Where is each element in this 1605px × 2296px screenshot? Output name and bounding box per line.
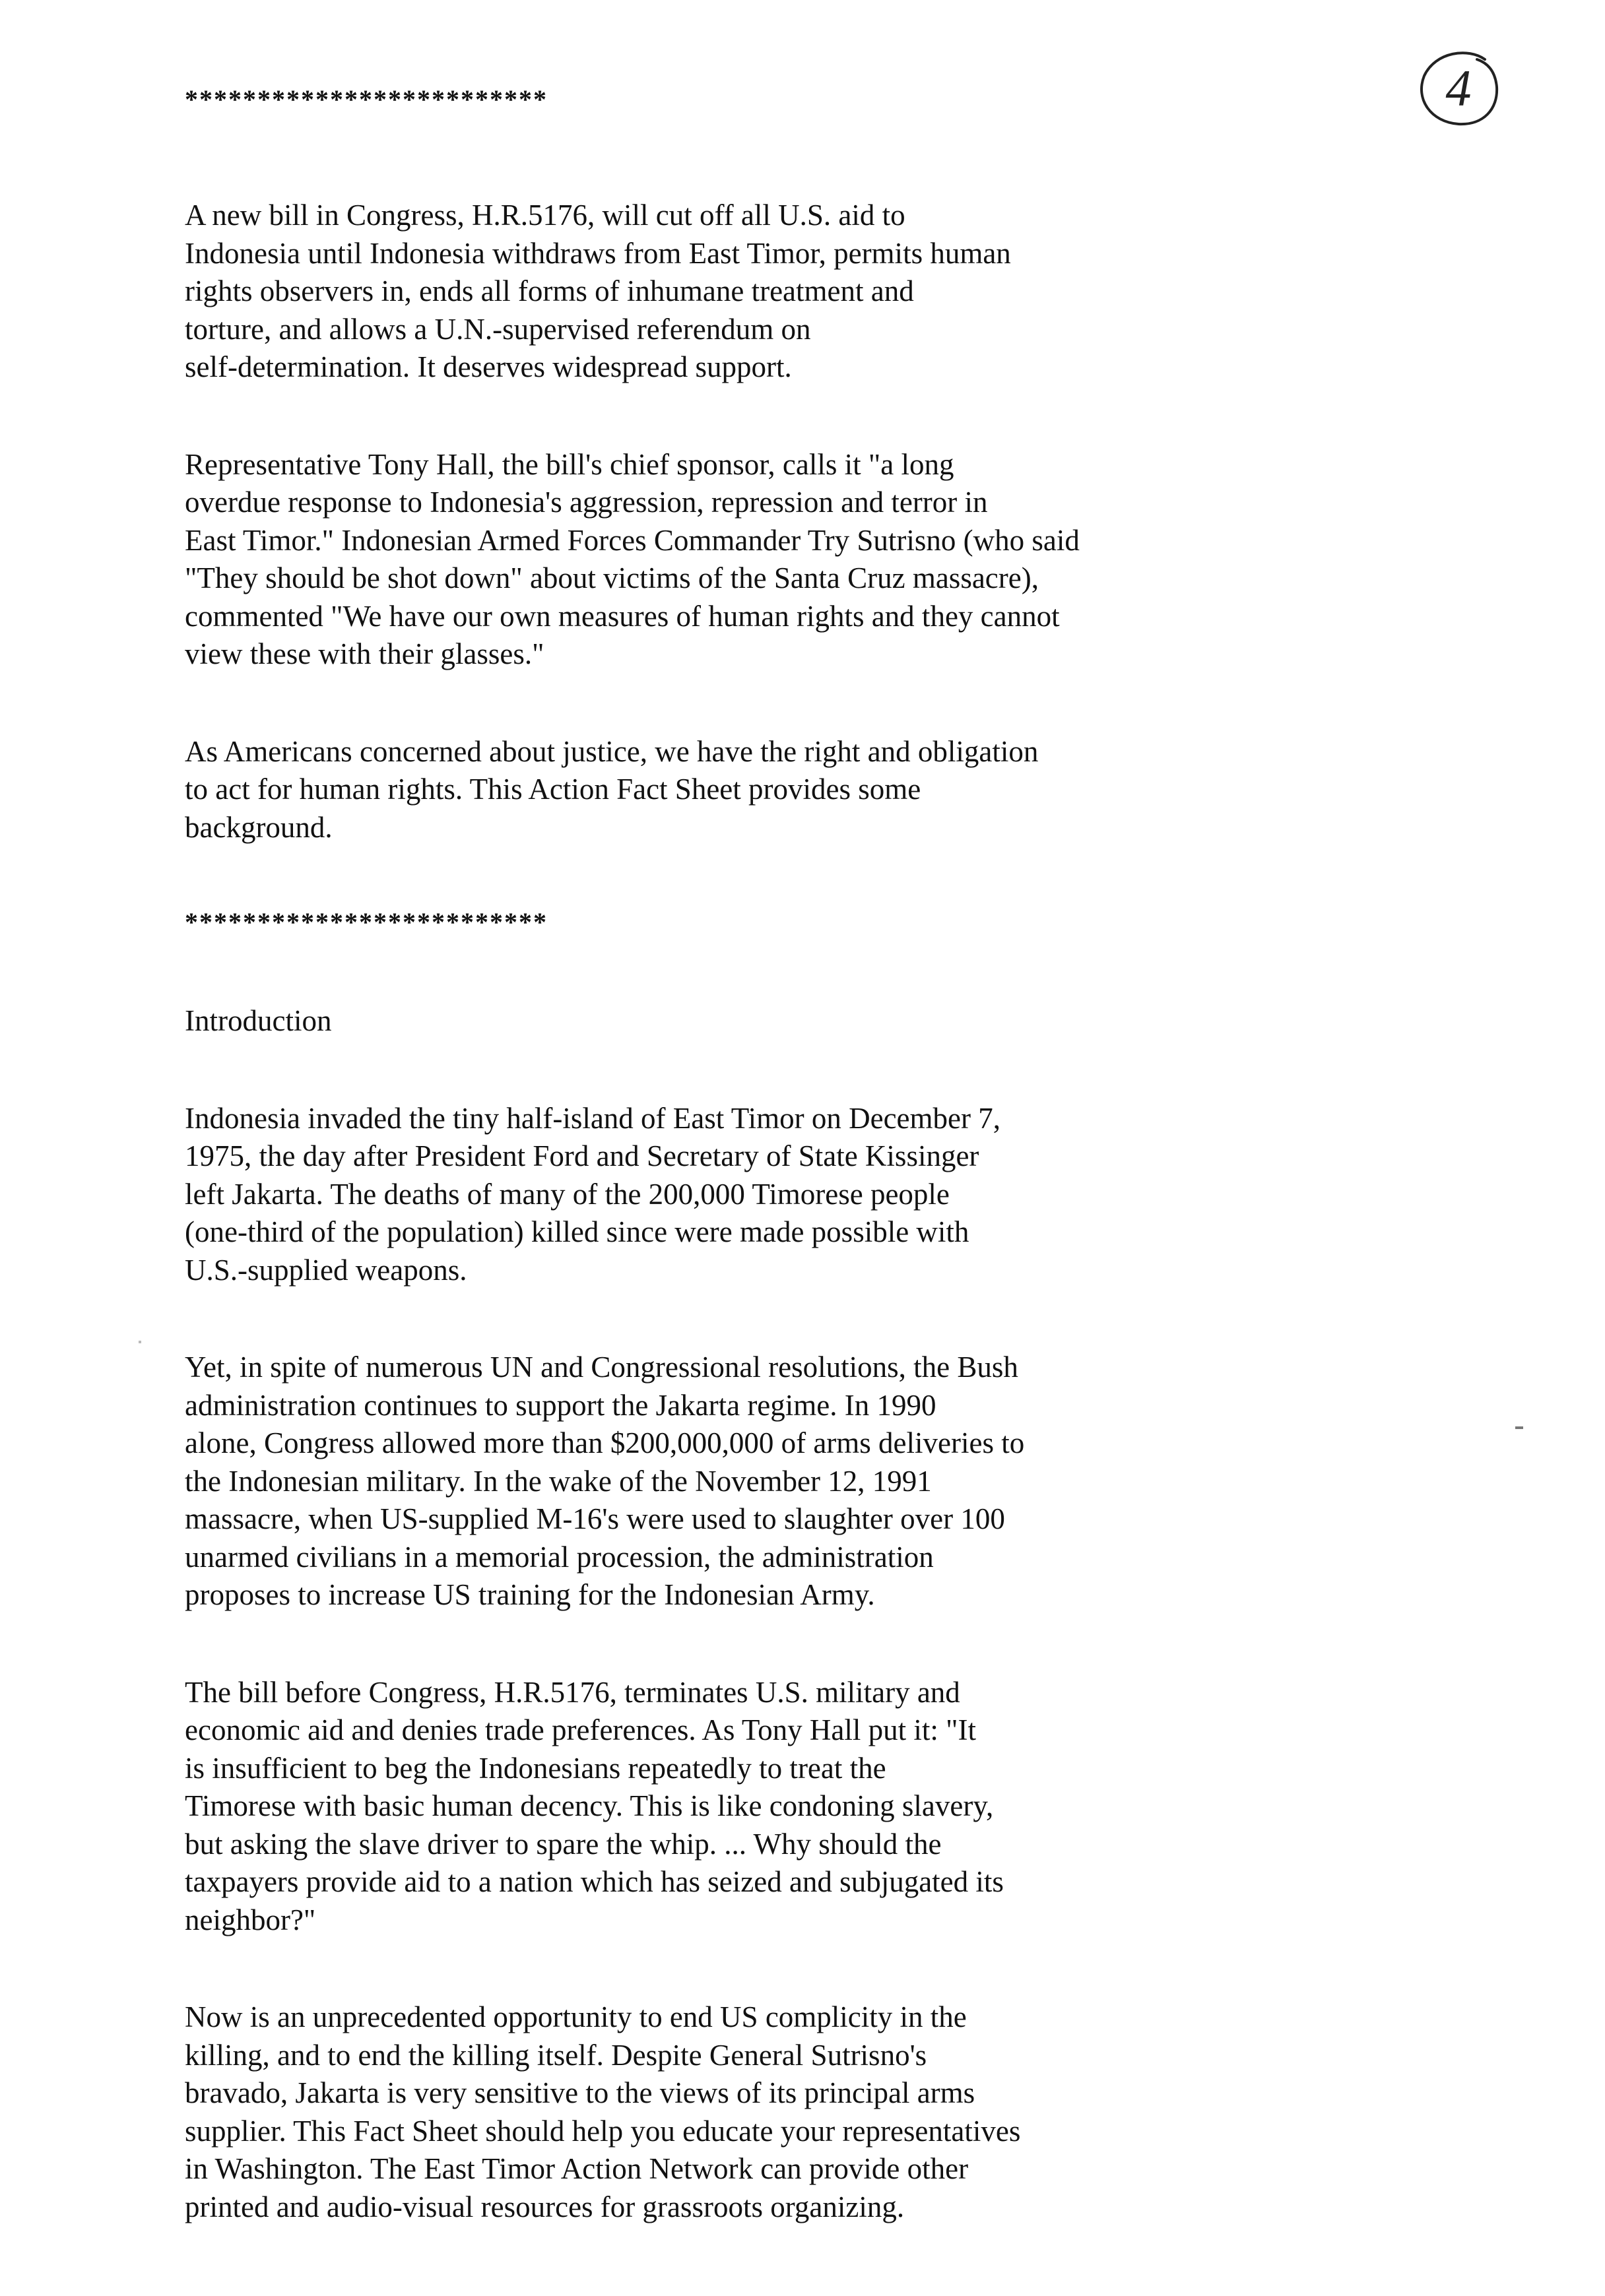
intro-paragraph-3: As Americans concerned about justice, we have the right and obligation to act for human rights. This Action Fact Sheet provides some background. — [185, 734, 1039, 844]
intro-paragraph-2: Representative Tony Hall, the bill's chief sponsor, calls it "a long overdue response to Indonesia's aggression, repression and terror in East Timor." Indonesian Armed Forces Commander Try Sutrisno (who said "They should be shot down" about victims of the Santa Cruz massacre), commented "We have our own measures of human rights and they cannot view these with their glasses." — [185, 447, 1080, 670]
section-heading: Introduction — [185, 1004, 332, 1037]
page-number-mark — [1406, 40, 1511, 145]
separator-top: ************************* — [185, 84, 548, 114]
document-body — [185, 80, 1412, 2226]
scan-speck — [139, 1341, 141, 1343]
section-paragraph-4: Now is an unprecedented opportunity to end US complicity in the killing, and to end the killing itself. Despite General Sutrisno's bravado, Jakarta is very sensitive to the views of its principal arms supplier. This Fact Sheet should help you educate your representatives in Washington. The East Timor Action Network can provide other printed and audio-visual resources for grassroots organizing. — [185, 2000, 1021, 2223]
intro-paragraph-1: A new bill in Congress, H.R.5176, will cut off all U.S. aid to Indonesia until Indonesia withdraws from East Timor, permits human rights observers in, ends all forms of inhumane treatment and torture, and allows a U.N.-supervised referendum on self-determination. It deserves widespread support. — [185, 199, 1011, 383]
section-paragraph-1: Indonesia invaded the tiny half-island of East Timor on December 7, 1975, the day after President Ford and Secretary of State Kissinger left Jakarta. The deaths of many of the 200,000 Timorese people (one-third of the population) killed since were made possible with U.S.-supplied weapons. — [185, 1101, 1000, 1287]
separator-middle: ************************* — [185, 907, 548, 937]
scan-speck — [1515, 1426, 1523, 1429]
section-paragraph-3: The bill before Congress, H.R.5176, terminates U.S. military and economic aid and denies trade preferences. As Tony Hall put it: "It is insufficient to beg the Indonesians repeatedly to treat the Timorese with basic human decency. This is like condoning slavery, but asking the slave driver to spare the whip. ... Why should the taxpayers provide aid to a nation which has seized and subjugated its neighbor?" — [185, 1675, 1004, 1936]
page-number-text: 4 — [1445, 59, 1472, 117]
section-paragraph-2: Yet, in spite of numerous UN and Congressional resolutions, the Bush administration continues to support the Jakarta regime. In 1990 alone, Congress allowed more than $200,000,000 of arms deliveries to the Indonesian military. In the wake of the November 12, 1991 massacre, when US-supplied M-16's were used to slaughter over 100 unarmed civilians in a memorial procession, the administration proposes to increase US training for the Indonesian Army. — [185, 1351, 1025, 1611]
handwritten-circle-icon — [1406, 40, 1511, 145]
